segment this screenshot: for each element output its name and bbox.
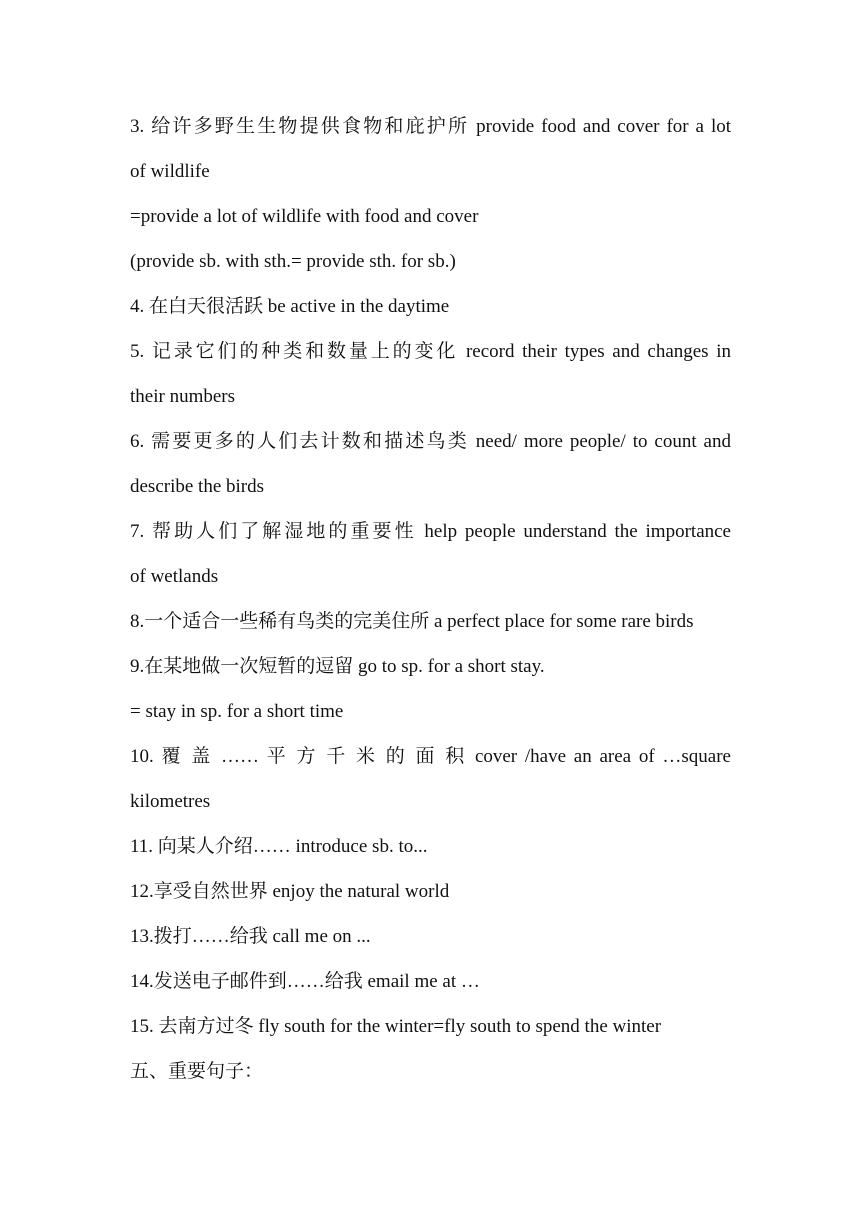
document-body	[130, 104, 731, 1094]
phrase-line-3: 3. 给许多野生生物提供食物和庇护所 provide food and cover for a lot	[130, 116, 731, 137]
phrase-line-9: 9.在某地做一次短暂的逗留 go to sp. for a short stay.	[130, 656, 545, 677]
section-heading-important-sentences: 五、重要句子：	[130, 1061, 264, 1082]
phrase-line-3-alt: =provide a lot of wildlife with food and cover	[130, 206, 479, 227]
phrase-line-13: 13.拨打……给我 call me on ...	[130, 926, 371, 947]
phrase-line-7: 7. 帮助人们了解湿地的重要性 help people understand the importance	[130, 521, 731, 542]
phrase-line-9-alt: = stay in sp. for a short time	[130, 701, 344, 722]
phrase-line-10: 10. 覆 盖 …… 平 方 千 米 的 面 积 cover /have an area of …square	[130, 746, 731, 767]
phrase-line-14: 14.发送电子邮件到……给我 email me at …	[130, 971, 480, 992]
phrase-line-8: 8.一个适合一些稀有鸟类的完美住所 a perfect place for some rare birds	[130, 611, 694, 632]
phrase-line-5: 5. 记录它们的种类和数量上的变化 record their types and changes in	[130, 341, 731, 362]
phrase-line-6-cont: describe the birds	[130, 476, 265, 497]
phrase-line-15: 15. 去南方过冬 fly south for the winter=fly south to spend the winter	[130, 1016, 662, 1037]
phrase-line-10-cont: kilometres	[130, 791, 211, 812]
phrase-line-6: 6. 需要更多的人们去计数和描述鸟类 need/ more people/ to count and	[130, 431, 731, 452]
phrase-line-3-cont: of wildlife	[130, 161, 210, 182]
phrase-line-11: 11. 向某人介绍…… introduce sb. to...	[130, 836, 428, 857]
phrase-line-4: 4. 在白天很活跃 be active in the daytime	[130, 296, 450, 317]
phrase-line-12: 12.享受自然世界 enjoy the natural world	[130, 881, 450, 902]
phrase-line-7-cont: of wetlands	[130, 566, 219, 587]
phrase-line-3-note: (provide sb. with sth.= provide sth. for sb.)	[130, 251, 456, 272]
phrase-line-5-cont: their numbers	[130, 386, 236, 407]
